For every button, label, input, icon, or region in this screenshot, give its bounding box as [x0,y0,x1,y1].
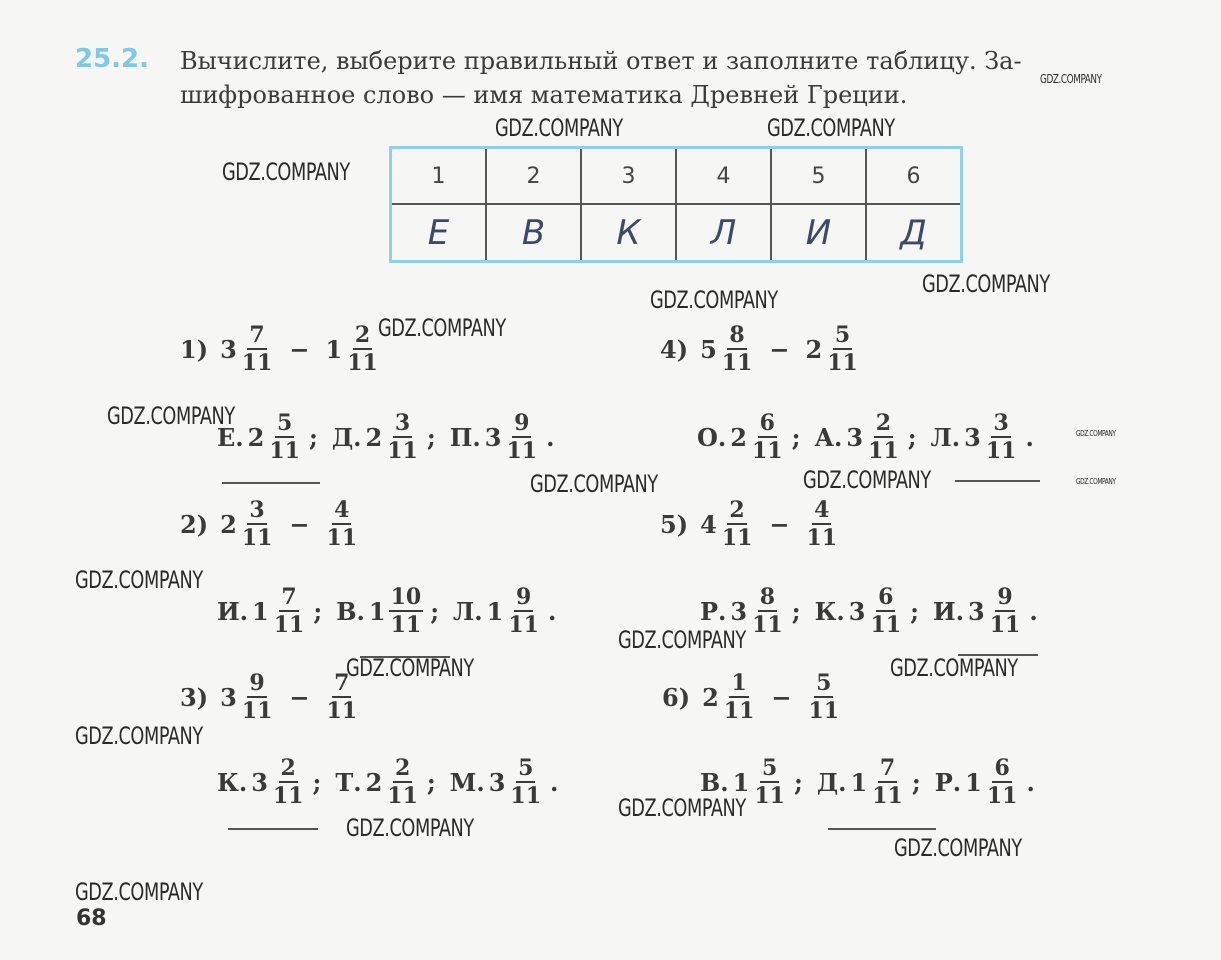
watermark: GDZ.COMPANY [75,566,203,594]
whole-part: 2 [247,422,265,452]
fraction [866,410,901,464]
numerator: 7 [281,584,297,610]
watermark: GDZ.COMPANY [495,114,623,142]
answer-underline [955,480,1040,482]
problem-label: 5) [660,509,689,539]
denominator: 11 [241,525,273,551]
watermark: GDZ.COMPANY [346,654,474,682]
whole-part: 3 [964,422,981,452]
numerator: 9 [514,410,530,436]
punctuation: ; [793,767,803,797]
whole-part: 1 [325,334,343,364]
answer-underline [828,828,936,830]
fraction [504,410,539,464]
watermark: GDZ.COMPANY [1040,72,1102,86]
answer-table-letter-row [391,204,962,262]
numerator: 9 [997,584,1013,610]
fraction [868,584,903,638]
whole-part: 1 [252,596,269,626]
numerator: 3 [394,410,411,436]
fraction [272,584,307,638]
fraction [722,670,757,724]
numerator: 7 [334,670,350,696]
denominator: 11 [752,612,783,638]
watermark: GDZ.COMPANY [767,114,895,142]
denominator: 11 [806,525,838,551]
fraction [750,410,785,464]
fraction [720,322,755,376]
numerator: 4 [814,497,830,523]
numerator: 6 [759,410,775,436]
fraction [720,497,755,551]
whole-part: 1 [732,767,750,797]
numerator: 3 [249,497,265,523]
whole-part: 5 [700,334,717,364]
denominator: 11 [387,438,418,464]
watermark: GDZ.COMPANY [650,286,778,314]
option-letter: Л. [930,422,961,452]
punctuation: ; [430,596,440,626]
watermark: GDZ.COMPANY [346,814,474,842]
exercise-number: 25.2. [75,44,150,74]
denominator: 11 [827,350,858,376]
watermark: GDZ.COMPANY [922,270,1050,298]
problem-4-options [697,410,1048,464]
whole-part: 3 [968,596,985,626]
denominator: 11 [326,525,358,551]
fraction [345,322,380,376]
watermark: GDZ.COMPANY [1076,429,1116,438]
punctuation: ; [308,422,318,452]
problem-6-options [700,755,1049,809]
answer-letter: К [581,204,676,262]
fraction [389,584,424,638]
denominator: 11 [241,698,273,724]
answer-table-header: 5 [771,148,866,205]
numerator: 9 [249,670,265,696]
fraction [870,755,905,809]
denominator: 11 [723,698,755,724]
problem-label: 1) [180,334,209,364]
denominator: 11 [347,350,378,376]
problem-5-expression [660,497,842,551]
watermark: GDZ.COMPANY [618,626,746,654]
denominator: 11 [390,612,422,638]
answer-letter: Д [866,204,962,262]
whole-part: 3 [848,596,866,626]
watermark: GDZ.COMPANY [1076,477,1116,486]
fraction [985,755,1020,809]
option-letter: П. [449,422,481,452]
problem-1-expression [180,322,383,376]
punctuation: ; [791,422,801,452]
numerator: 3 [993,410,1009,436]
problem-3-options [217,755,572,809]
fraction [752,755,787,809]
task-text [180,44,1140,112]
denominator: 11 [387,783,418,809]
answer-underline [228,828,318,830]
answer-table-header: 1 [391,148,487,205]
option-letter: Д. [816,767,847,797]
watermark: GDZ.COMPANY [75,878,203,906]
denominator: 11 [721,525,753,551]
whole-part: 4 [700,509,717,539]
denominator: 11 [272,783,304,809]
denominator: 11 [241,350,273,376]
fraction [271,755,306,809]
denominator: 11 [269,438,300,464]
problem-label: 2) [180,509,209,539]
fraction [825,322,860,376]
answer-letter: И [771,204,866,262]
punctuation: ; [313,596,323,626]
denominator: 11 [868,438,899,464]
whole-part: 3 [251,767,268,797]
whole-part: 3 [484,422,502,452]
numerator: 7 [249,322,265,348]
operator: − [289,682,310,712]
whole-part: 3 [488,767,506,797]
fraction [240,670,275,724]
watermark: GDZ.COMPANY [530,470,658,498]
answer-table-header: 3 [581,148,676,205]
answer-underline [222,482,320,484]
option-letter: Р. [934,767,962,797]
problem-label: 3) [180,682,209,712]
whole-part: 3 [730,596,748,626]
option-letter: В. [700,767,729,797]
punctuation: ; [426,422,436,452]
numerator: 5 [834,322,851,348]
fraction [506,584,541,638]
punctuation: . [1029,596,1038,626]
watermark: GDZ.COMPANY [107,402,235,430]
fraction [508,755,543,809]
numerator: 8 [729,322,745,348]
whole-part: 1 [486,596,504,626]
denominator: 11 [506,438,538,464]
denominator: 11 [326,698,358,724]
watermark: GDZ.COMPANY [75,722,203,750]
numerator: 9 [515,584,532,610]
answer-table-header: 6 [866,148,962,205]
answer-letter: Л [676,204,771,262]
operator: − [769,509,790,539]
punctuation: . [1026,767,1035,797]
denominator: 11 [751,438,783,464]
numerator: 5 [816,670,832,696]
problem-3-expression [180,670,362,724]
whole-part: 1 [368,596,386,626]
task-line-1: Вычислите, выберите правильный ответ и заполните таблицу. За- [180,47,1022,75]
option-letter: К. [217,767,248,797]
watermark: GDZ.COMPANY [890,654,1018,682]
problem-4-expression [660,322,863,376]
punctuation: ; [312,767,322,797]
watermark: GDZ.COMPANY [894,834,1022,862]
option-letter: Р. [700,596,727,626]
option-letter: Д. [331,422,362,452]
problem-label: 6) [662,682,691,712]
problem-5-options [700,584,1052,638]
fraction [240,497,275,551]
punctuation: ; [911,767,921,797]
numerator: 10 [390,584,422,610]
option-letter: И. [932,596,964,626]
numerator: 5 [277,410,293,436]
fraction [240,322,275,376]
numerator: 2 [875,410,892,436]
fraction [984,410,1019,464]
denominator: 11 [870,612,902,638]
option-letter: Л. [453,596,483,626]
numerator: 2 [354,322,371,348]
problem-1-options [217,410,568,464]
operator: − [289,509,310,539]
option-letter: А. [814,422,843,452]
fraction [988,584,1023,638]
whole-part: 2 [365,767,383,797]
denominator: 11 [754,783,785,809]
whole-part: 2 [365,422,383,452]
task-line-2: шифрованное слово — имя математика Древней Греции. [180,81,908,109]
punctuation: ; [426,767,436,797]
numerator: 5 [518,755,534,781]
whole-part: 1 [850,767,868,797]
numerator: 6 [878,584,894,610]
denominator: 11 [721,350,753,376]
denominator: 11 [273,612,305,638]
numerator: 1 [731,670,747,696]
answer-letter: Е [391,204,487,262]
operator: − [771,682,792,712]
fraction [385,755,420,809]
numerator: 7 [879,755,896,781]
option-letter: В. [336,596,365,626]
denominator: 11 [986,783,1018,809]
fraction [750,584,785,638]
whole-part: 2 [702,682,719,712]
answer-table-header: 4 [676,148,771,205]
watermark: GDZ.COMPANY [618,794,746,822]
punctuation: ; [791,596,801,626]
fraction [325,497,360,551]
problem-2-options [217,584,570,638]
fraction [807,670,842,724]
numerator: 2 [280,755,296,781]
option-letter: К. [814,596,845,626]
page-number: 68 [76,906,107,931]
punctuation: . [546,422,555,452]
denominator: 11 [808,698,840,724]
option-letter: И. [217,596,249,626]
numerator: 2 [394,755,411,781]
fraction [267,410,302,464]
punctuation: . [1025,422,1034,452]
denominator: 11 [510,783,542,809]
problem-label: 4) [660,334,689,364]
whole-part: 2 [730,422,747,452]
watermark: GDZ.COMPANY [803,466,931,494]
answer-table-header: 2 [486,148,581,205]
numerator: 2 [729,497,745,523]
option-letter: Т. [335,767,362,797]
punctuation: ; [910,596,919,626]
watermark: GDZ.COMPANY [222,158,350,186]
whole-part: 3 [846,422,864,452]
whole-part: 2 [805,334,823,364]
problem-6-expression [662,670,844,724]
denominator: 11 [508,612,539,638]
punctuation: . [550,767,559,797]
punctuation: ; [907,422,917,452]
denominator: 11 [985,438,1017,464]
option-letter: М. [449,767,485,797]
punctuation: . [547,596,557,626]
whole-part: 2 [220,509,237,539]
whole-part: 3 [220,682,237,712]
answer-letter: В [486,204,581,262]
numerator: 8 [759,584,776,610]
fraction [805,497,840,551]
whole-part: 3 [220,334,237,364]
watermark: GDZ.COMPANY [378,314,506,342]
problem-2-expression [180,497,362,551]
numerator: 5 [762,755,778,781]
answer-table-header-row [391,148,962,205]
option-letter: Е. [217,422,244,452]
whole-part: 1 [965,767,982,797]
operator: − [289,334,310,364]
answer-table [389,146,963,263]
option-letter: О. [697,422,727,452]
denominator: 11 [989,612,1021,638]
operator: − [769,334,790,364]
fraction [385,410,420,464]
denominator: 11 [872,783,903,809]
numerator: 6 [994,755,1010,781]
numerator: 4 [334,497,350,523]
